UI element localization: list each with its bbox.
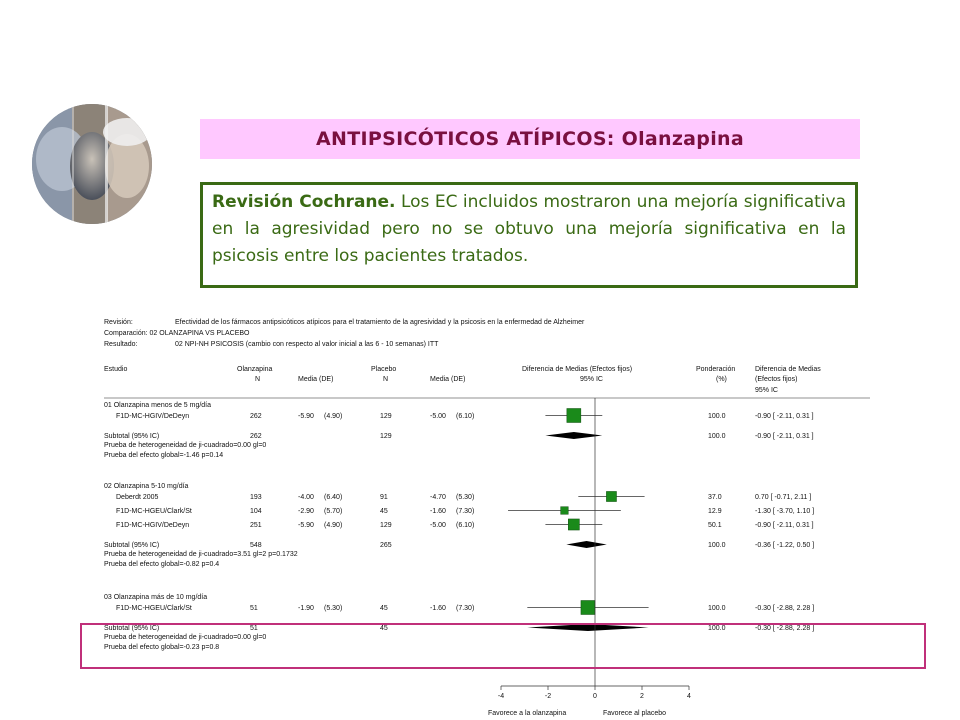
study-mean2: -1.60 <box>430 605 446 612</box>
subtotal-label: Subtotal (95% IC) <box>104 433 160 440</box>
subtotal-weight: 100.0 <box>708 433 726 440</box>
overall-effect-text: Prueba del efecto global=-0.23 p=0.8 <box>104 644 220 651</box>
study-mean1: -5.90 <box>298 413 314 420</box>
subtotal-ci: -0.30 [ -2.88, 2.28 ] <box>755 625 815 632</box>
col-pond-unit: (%) <box>716 376 727 383</box>
col-dif2-title: Diferencia de Medias <box>755 366 821 373</box>
comparison-text: Comparación: 02 OLANZAPINA VS PLACEBO <box>104 330 250 337</box>
study-weight: 100.0 <box>708 413 726 420</box>
subtotal-n1: 51 <box>250 625 258 632</box>
study-sd2: (7.30) <box>456 605 475 612</box>
subtotal-diamond <box>566 541 606 548</box>
group-title: 02 Olanzapina 5-10 mg/día <box>104 483 189 490</box>
group-title: 01 Olanzapina menos de 5 mg/día <box>104 402 212 409</box>
col-media2: Media (DE) <box>430 376 466 383</box>
study-effect-marker <box>581 601 595 615</box>
study-ci: -1.30 [ -3.70, 1.10 ] <box>755 508 815 515</box>
study-mean2: -4.70 <box>430 494 446 501</box>
study-sd1: (4.90) <box>324 522 343 529</box>
study-name: Deberdt 2005 <box>116 494 159 501</box>
study-sd2: (6.10) <box>456 522 475 529</box>
summary-bold: Revisión Cochrane. <box>212 192 396 212</box>
study-weight: 37.0 <box>708 494 722 501</box>
study-ci: -0.90 [ -2.11, 0.31 ] <box>755 413 814 420</box>
axis-tick-label: 4 <box>687 693 691 700</box>
study-sd2: (7.30) <box>456 508 475 515</box>
study-name: F1D-MC-HGIV/DeDeyn <box>116 522 190 529</box>
page-title: ANTIPSICÓTICOS ATÍPICOS: Olanzapina <box>316 128 744 150</box>
study-n1: 251 <box>250 522 262 529</box>
study-weight: 100.0 <box>708 605 726 612</box>
axis-tick-label: -2 <box>544 693 552 700</box>
subtotal-ci: -0.90 [ -2.11, 0.31 ] <box>755 433 814 440</box>
subtotal-ci: -0.36 [ -1.22, 0.50 ] <box>755 542 815 549</box>
heterogeneity-text: Prueba de heterogeneidad de ji-cuadrado=0.00 gl=0 <box>104 634 267 641</box>
col-dif-ci: 95% IC <box>580 376 603 383</box>
study-mean1: -1.90 <box>298 605 314 612</box>
forest-rows <box>104 402 814 651</box>
study-mean1: -2.90 <box>298 508 314 515</box>
study-effect-marker <box>606 491 616 501</box>
col-estudio: Estudio <box>104 366 128 373</box>
col-dif2-sub: (Efectos fijos) <box>755 376 798 383</box>
axis-tick-label: -4 <box>497 693 505 700</box>
subtotal-n2: 129 <box>380 433 392 440</box>
overall-effect-text: Prueba del efecto global=-1.46 p=0.14 <box>104 452 224 459</box>
subtotal-n1: 262 <box>250 433 262 440</box>
study-n2: 129 <box>380 413 392 420</box>
study-mean1: -5.90 <box>298 522 314 529</box>
subtotal-weight: 100.0 <box>708 542 726 549</box>
study-mean1: -4.00 <box>298 494 314 501</box>
col-dif2-ci: 95% IC <box>755 387 778 394</box>
study-mean2: -5.00 <box>430 413 446 420</box>
study-sd2: (5.30) <box>456 494 475 501</box>
subtotal-n2: 45 <box>380 625 388 632</box>
favors-olanzapine-label: Favorece a la olanzapina <box>488 710 567 717</box>
study-n1: 262 <box>250 413 262 420</box>
axis-tick-label: 0 <box>593 693 597 700</box>
study-weight: 50.1 <box>708 522 722 529</box>
study-name: F1D-MC-HGIV/DeDeyn <box>116 413 190 420</box>
study-name: F1D-MC-HGEU/Clark/St <box>116 508 192 515</box>
study-n1: 104 <box>250 508 262 515</box>
subtotal-n1: 548 <box>250 542 262 549</box>
axis-tick-label: 2 <box>640 693 644 700</box>
study-mean2: -1.60 <box>430 508 446 515</box>
col-placebo: Placebo <box>371 366 397 373</box>
study-name: F1D-MC-HGEU/Clark/St <box>116 605 192 612</box>
revision-label: Revisión: <box>104 319 133 326</box>
study-n2: 45 <box>380 508 388 515</box>
subtotal-n2: 265 <box>380 542 392 549</box>
col-olanzapina: Olanzapina <box>237 366 273 373</box>
study-sd1: (5.30) <box>324 605 343 612</box>
summary-text: Los EC incluidos mostraron una mejoría significativa en la agresividad pero no se obtuvo una mejoría significativa en la psicosis entre los pacientes tratados. <box>212 192 846 266</box>
study-n2: 129 <box>380 522 392 529</box>
favors-placebo-label: Favorece al placebo <box>603 710 667 717</box>
study-n1: 193 <box>250 494 262 501</box>
heterogeneity-text: Prueba de heterogeneidad de ji-cuadrado=0.00 gl=0 <box>104 442 267 449</box>
heterogeneity-text: Prueba de heterogeneidad de ji-cuadrado=3.51 gl=2 p=0.1732 <box>104 551 298 558</box>
study-effect-marker <box>567 409 581 423</box>
study-mean2: -5.00 <box>430 522 446 529</box>
subtotal-diamond <box>545 432 602 439</box>
col-media1: Media (DE) <box>298 376 334 383</box>
study-sd2: (6.10) <box>456 413 475 420</box>
result-label: Resultado: <box>104 341 138 348</box>
study-sd1: (6.40) <box>324 494 343 501</box>
col-pond-title: Ponderación <box>696 366 736 373</box>
col-n1: N <box>255 376 261 383</box>
group-title: 03 Olanzapina más de 10 mg/día <box>104 594 208 601</box>
study-weight: 12.9 <box>708 508 722 515</box>
study-effect-marker <box>568 519 579 530</box>
study-ci: 0.70 [ -0.71, 2.11 ] <box>755 494 812 501</box>
study-n2: 45 <box>380 605 388 612</box>
subtotal-label: Subtotal (95% IC) <box>104 625 160 632</box>
study-n2: 91 <box>380 494 388 501</box>
study-n1: 51 <box>250 605 258 612</box>
revision-value: Efectividad de los fármacos antipsicóticos atípicos para el tratamiento de la agresividad y la psicosis en la enfermedad de Alzheimer <box>175 319 585 326</box>
col-dif-title: Diferencia de Medias (Efectos fijos) <box>522 366 633 373</box>
axis-ticks <box>498 686 691 700</box>
col-n2: N <box>383 376 389 383</box>
result-value: 02 NPI-NH PSICOSIS (cambio con respecto al valor inicial a las 6 - 10 semanas) ITT <box>175 341 439 348</box>
study-ci: -0.90 [ -2.11, 0.31 ] <box>755 522 814 529</box>
subtotal-label: Subtotal (95% IC) <box>104 542 160 549</box>
subtotal-weight: 100.0 <box>708 625 726 632</box>
study-effect-marker <box>561 507 569 515</box>
overall-effect-text: Prueba del efecto global=-0.82 p=0.4 <box>104 561 220 568</box>
study-sd1: (5.70) <box>324 508 343 515</box>
subtotal-diamond <box>527 624 648 631</box>
study-sd1: (4.90) <box>324 413 343 420</box>
study-ci: -0.30 [ -2.88, 2.28 ] <box>755 605 815 612</box>
